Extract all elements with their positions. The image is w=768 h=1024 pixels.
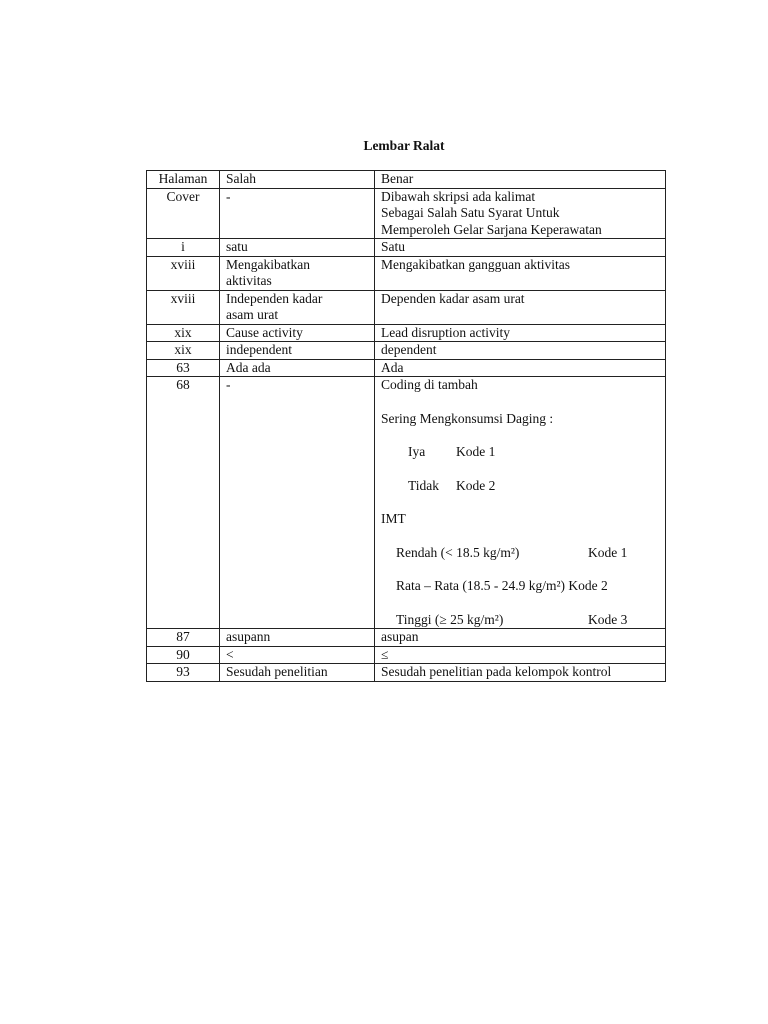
cell-page: 68 xyxy=(147,377,220,629)
option-code: Kode 1 xyxy=(456,444,496,459)
imt-label: Rendah (< 18.5 kg/m²) xyxy=(396,544,520,560)
table-header-row xyxy=(147,171,666,189)
cell-wrong xyxy=(220,290,375,324)
imt-item xyxy=(381,578,659,595)
table-row xyxy=(147,256,666,290)
correct-line: Dibawah skripsi ada kalimat xyxy=(381,188,536,204)
table-row xyxy=(147,629,666,647)
option-code: Kode 2 xyxy=(456,477,496,493)
cell-page: 90 xyxy=(147,646,220,664)
cell-correct: Lead disruption activity xyxy=(375,324,666,342)
cell-page: i xyxy=(147,239,220,257)
wrong-line: Mengakibatkan xyxy=(226,256,310,272)
correct-line: Sebagai Salah Satu Syarat Untuk xyxy=(381,205,560,220)
table-row xyxy=(147,324,666,342)
cell-page: xviii xyxy=(147,290,220,324)
table-row xyxy=(147,188,666,239)
cell-wrong: Sesudah penelitian xyxy=(220,664,375,682)
coding-option xyxy=(381,478,659,495)
cell-wrong: satu xyxy=(220,239,375,257)
cell-page: 87 xyxy=(147,629,220,647)
column-header-correct: Benar xyxy=(375,171,666,189)
table-row xyxy=(147,290,666,324)
cell-correct: dependent xyxy=(375,342,666,360)
imt-heading: IMT xyxy=(381,511,406,526)
cell-page: Cover xyxy=(147,188,220,239)
cell-wrong: - xyxy=(220,188,375,239)
coding-heading: Coding di tambah xyxy=(381,377,478,392)
table-row xyxy=(147,359,666,377)
cell-correct xyxy=(375,188,666,239)
cell-page: xix xyxy=(147,324,220,342)
correct-line: Memperoleh Gelar Sarjana Keperawatan xyxy=(381,221,602,237)
cell-correct: Sesudah penelitian pada kelompok kontrol xyxy=(375,664,666,682)
table-row xyxy=(147,377,666,629)
table-row xyxy=(147,646,666,664)
cell-page: xix xyxy=(147,342,220,360)
imt-label: Tinggi (≥ 25 kg/m²) xyxy=(396,611,504,627)
wrong-line: asam urat xyxy=(226,307,279,322)
cell-correct-coding xyxy=(375,377,666,629)
cell-wrong xyxy=(220,256,375,290)
cell-wrong: asupann xyxy=(220,629,375,647)
column-header-wrong: Salah xyxy=(220,171,375,189)
imt-code: Kode 1 xyxy=(588,544,628,560)
cell-wrong: independent xyxy=(220,342,375,360)
wrong-line: Independen kadar xyxy=(226,290,323,306)
coding-option xyxy=(381,444,659,461)
imt-label: Rata – Rata (18.5 - 24.9 kg/m²) xyxy=(396,578,566,593)
option-label: Iya xyxy=(408,444,426,459)
cell-wrong: Ada ada xyxy=(220,359,375,377)
table-row xyxy=(147,342,666,360)
wrong-line: aktivitas xyxy=(226,273,272,288)
table-row xyxy=(147,664,666,682)
column-header-page: Halaman xyxy=(147,171,220,189)
cell-correct: Mengakibatkan gangguan aktivitas xyxy=(375,256,666,290)
errata-table xyxy=(146,170,666,682)
page-title: Lembar Ralat xyxy=(363,138,445,153)
cell-wrong: - xyxy=(220,377,375,629)
coding-question: Sering Mengkonsumsi Daging : xyxy=(381,410,554,426)
cell-correct: Satu xyxy=(375,239,666,257)
cell-wrong: < xyxy=(220,646,375,664)
imt-item xyxy=(381,545,659,562)
cell-correct: Ada xyxy=(375,359,666,377)
cell-page: 63 xyxy=(147,359,220,377)
imt-item xyxy=(381,612,659,629)
cell-page: xviii xyxy=(147,256,220,290)
cell-correct: asupan xyxy=(375,629,666,647)
table-row xyxy=(147,239,666,257)
cell-page: 93 xyxy=(147,664,220,682)
cell-correct: Dependen kadar asam urat xyxy=(375,290,666,324)
cell-correct: ≤ xyxy=(375,646,666,664)
option-label: Tidak xyxy=(408,477,440,493)
imt-code: Kode 3 xyxy=(588,611,628,627)
imt-code: Kode 2 xyxy=(568,578,608,593)
cell-wrong: Cause activity xyxy=(220,324,375,342)
